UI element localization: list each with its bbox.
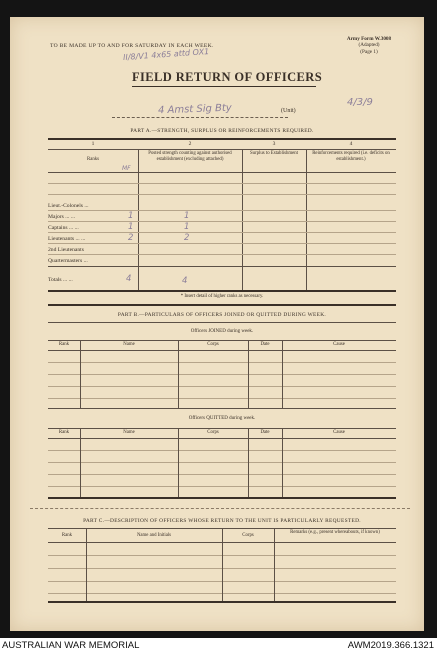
quitted-table-top [48, 428, 396, 429]
part-c-col-divider [86, 528, 87, 601]
joined-title: Officers JOINED during week. [190, 329, 254, 334]
part-c-col-divider [274, 528, 275, 601]
joined-col-cause: Cause [333, 342, 345, 347]
part-b-rule [48, 322, 396, 323]
col-header-ranks: Ranks [87, 157, 99, 162]
unit-label: (Unit) [281, 108, 296, 114]
part-a-row-line [48, 183, 396, 184]
joined-row-line [48, 362, 396, 363]
part-a-bottom-rule [48, 290, 396, 292]
quitted-col-divider [248, 428, 249, 497]
totals-posted: 4 [182, 276, 188, 286]
joined-col-corps: Corps [207, 342, 219, 347]
quitted-col-divider [282, 428, 283, 497]
part-a-row-line [48, 254, 396, 255]
part-a-col-divider [242, 149, 243, 291]
quitted-title: Officers QUITTED during week. [188, 416, 256, 421]
majors-count: 1 [128, 211, 134, 221]
rank-captains: Captains ... ... [48, 225, 79, 231]
part-c-col-corps: Corps [242, 533, 254, 538]
quitted-row-line [48, 462, 396, 463]
quitted-col-corps: Corps [207, 430, 219, 435]
unit-line [112, 117, 288, 118]
rank-majors: Majors ... ... [48, 214, 76, 220]
quitted-row-line [48, 450, 396, 451]
lieutenants-count: 2 [128, 233, 134, 243]
unit-handwritten: 4 Amst Sig Bty [157, 102, 232, 117]
quitted-header-rule [48, 438, 396, 439]
tear-line [30, 508, 410, 509]
rank-2nd-lieutenants: 2nd Lieutenants [48, 247, 84, 253]
col-header-posted: Posted strength counting against authorised establishment (excluding attached) [148, 151, 232, 162]
part-b-top-rule [48, 304, 396, 306]
joined-row-line [48, 374, 396, 375]
part-a-col-divider [306, 149, 307, 291]
part-a-row-line [48, 232, 396, 233]
joined-col-divider [178, 340, 179, 408]
part-a-row-line [48, 194, 396, 195]
part-a-header-rule [48, 172, 396, 173]
part-a-row-line [48, 210, 396, 211]
captains-posted: 1 [184, 222, 190, 232]
army-form-line1: Army Form W.3008 [346, 36, 392, 42]
col-number-1: 1 [91, 141, 95, 147]
lieutenants-posted: 2 [184, 233, 190, 243]
part-c-col-name: Name and Initials [136, 533, 172, 538]
part-a-heading: PART A.—STRENGTH, SURPLUS OR REINFORCEMENTS REQUIRED. [130, 128, 314, 134]
joined-col-divider [80, 340, 81, 408]
quitted-row-line [48, 474, 396, 475]
part-c-heading: PART C.—DESCRIPTION OF OFFICERS WHOSE RETURN TO THE UNIT IS PARTICULARLY REQUESTED. [83, 518, 361, 524]
instruction-text: TO BE MADE UP TO AND FOR SATURDAY IN EACH WEEK. [50, 43, 214, 49]
part-a-number-rule [48, 149, 396, 150]
form-title: FIELD RETURN OF OFFICERS [132, 70, 323, 84]
handwritten-reference: II/8/V1 4x65 attd OX1 [122, 47, 210, 62]
joined-table-top [48, 340, 396, 341]
col-number-4: 4 [349, 141, 353, 147]
quitted-col-divider [178, 428, 179, 497]
quitted-col-date: Date [260, 430, 270, 435]
part-c-col-remarks: Remarks (e.g., present whereabouts, if known) [290, 530, 380, 535]
quitted-col-name: Name [123, 430, 135, 435]
joined-col-divider [282, 340, 283, 408]
title-underline [132, 86, 316, 87]
joined-header-rule [48, 350, 396, 351]
totals-count: 4 [126, 274, 132, 284]
majors-posted: 1 [184, 211, 190, 221]
col-header-surplus: Surplus to Establishment [250, 151, 298, 156]
quitted-col-rank: Rank [58, 430, 70, 435]
captains-count: 1 [128, 222, 134, 232]
part-a-row-line [48, 243, 396, 244]
quitted-table-bottom [48, 497, 396, 499]
part-a-row-line [48, 221, 396, 222]
rank-lieutenants: Lieutenants ... ... [48, 236, 86, 242]
part-a-col-divider [138, 149, 139, 291]
part-c-col-divider [222, 528, 223, 601]
footer-credit: AUSTRALIAN WAR MEMORIAL [2, 640, 140, 651]
date-handwritten: 4/3/9 [347, 97, 373, 108]
joined-table-bottom [48, 408, 396, 409]
totals-label: Totals ... ... [48, 277, 73, 283]
joined-col-divider [248, 340, 249, 408]
quitted-col-cause: Cause [333, 430, 345, 435]
army-form-line2: (Adapted) [358, 42, 380, 49]
caption-bar [0, 638, 437, 653]
joined-col-date: Date [260, 342, 270, 347]
joined-row-line [48, 386, 396, 387]
part-a-footnote: * Insert detail of higher ranks as necessary. [180, 294, 264, 299]
part-c-col-rank: Rank [61, 533, 73, 538]
army-form-line3: (Page 1) [360, 48, 378, 55]
joined-row-line [48, 398, 396, 399]
joined-col-name: Name [123, 342, 135, 347]
part-c-table-bottom [48, 601, 396, 603]
col-number-3: 3 [272, 141, 276, 147]
col-header-reinforcements: Reinforcements required (i.e. deficits on establishment.) [312, 151, 390, 162]
army-form-number [338, 36, 400, 55]
part-a-row-line [48, 266, 396, 267]
quitted-col-divider [80, 428, 81, 497]
header-mark: MF [122, 165, 131, 172]
rank-quartermasters: Quartermasters ... [48, 258, 88, 264]
joined-col-rank: Rank [58, 342, 70, 347]
part-b-heading: PART B.—PARTICULARS OF OFFICERS JOINED OR QUITTED DURING WEEK. [117, 312, 327, 318]
quitted-row-line [48, 486, 396, 487]
footer-accession: AWM2019.366.1321 [347, 640, 434, 651]
col-number-2: 2 [188, 141, 192, 147]
part-a-top-rule [48, 138, 396, 140]
rank-lieut-colonels: Lieut.-Colonels ... [48, 203, 89, 209]
